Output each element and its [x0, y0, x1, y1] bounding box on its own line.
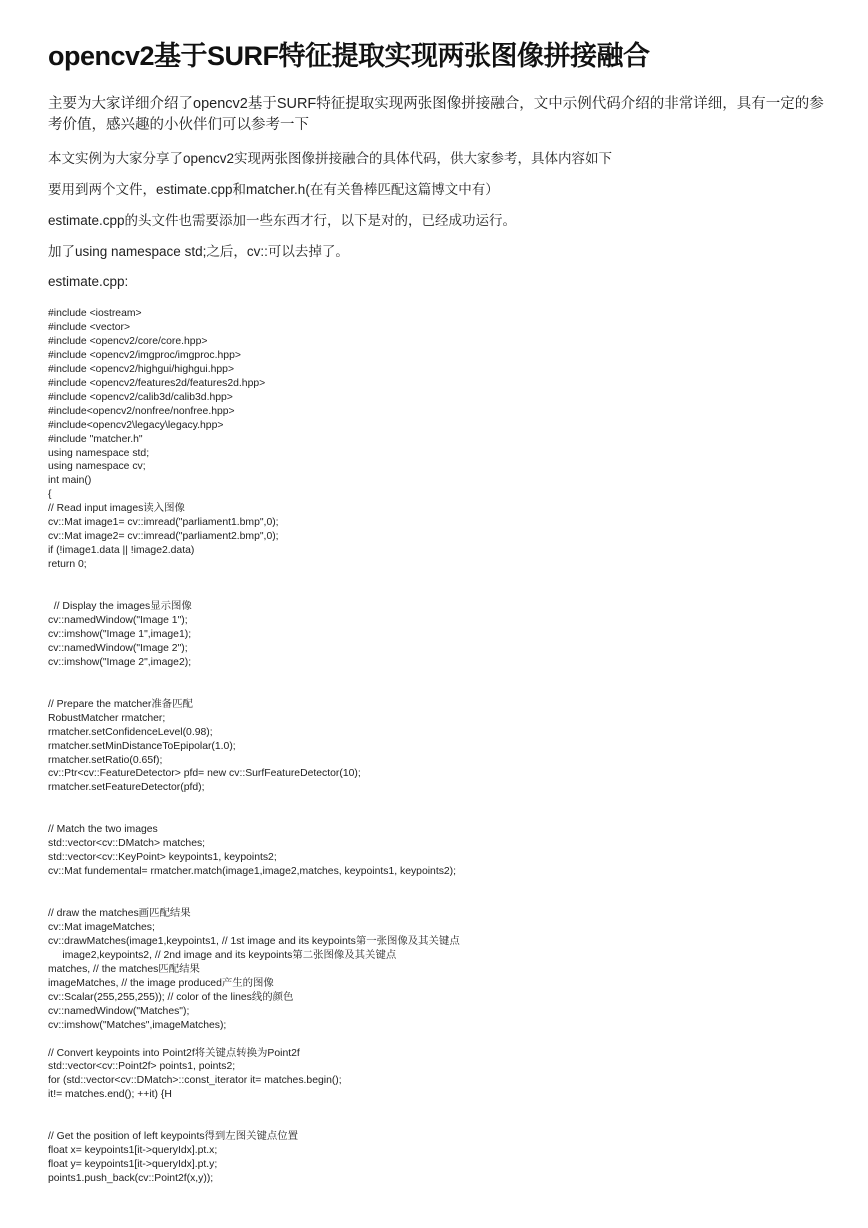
article-summary: 主要为大家详细介绍了opencv2基于SURF特征提取实现两张图像拼接融合，文中示例代码介绍的非常详细，具有一定的参考价值，感兴趣的小伙伴们可以参考一下 [48, 96, 824, 133]
article [48, 0, 828, 1186]
filename-label: estimate.cpp: [48, 274, 129, 289]
files-paragraph: 要用到两个文件，estimate.cpp和matcher.h(在有关鲁棒匹配这篇博文中有） [48, 182, 499, 197]
code-block: #include <iostream> #include <vector> #include <opencv2/core/core.hpp> #include <opencv2/imgproc/imgproc.hpp> #include <opencv2/highgui/highgui.hpp> #include <opencv2/features2d/features2d.hpp> #include <opencv2/calib3d/calib3d.hpp> #include<opencv2/nonfree/nonfree.hpp> #include<opencv2\legacy\legacy.hpp> #include "matcher.h" using namespace std; using namespace cv; int main() { // Read input images读入图像 cv::Mat image1= cv::imread("parliament1.bmp",0); cv::Mat image2= cv::imread("parliament2.bmp",0); if (!image1.data || !image2.data) return 0; // Display the images显示图像 cv::namedWindow("Image 1"); cv::imshow("Image 1",image1); cv::namedWindow("Image 2"); cv::imshow("Image 2",image2); // Prepare the matcher准备匹配 RobustMatcher rmatcher; rmatcher.setConfidenceLevel(0.98); rmatcher.setMinDistanceToEpipolar(1.0); rmatcher.setRatio(0.65f); cv::Ptr<cv::FeatureDetector> pfd= new cv::SurfFeatureDetector(10); rmatcher.setFeatureDetector(pfd); // Match the two images std::vector<cv::DMatch> matches; std::vector<cv::KeyPoint> keypoints1, keypoints2; cv::Mat fundemental= rmatcher.match(image1,image2,matches, keypoints1, keypoints2); // draw the matches画匹配结果 cv::Mat imageMatches; cv::drawMatches(image1,keypoints1, // 1st image and its keypoints第一张图像及其关键点 image2,keypoints2, // 2nd image and its keypoints第二张图像及其关键点 matches, // the matches匹配结果 imageMatches, // the image produced产生的图像 cv::Scalar(255,255,255)); // color of the lines线的颜色 cv::namedWindow("Matches"); cv::imshow("Matches",imageMatches); // Convert keypoints into Point2f将关键点转换为Point2f std::vector<cv::Point2f> points1, points2; for (std::vector<cv::DMatch>::const_iterator it= matches.begin(); it!= matches.end(); ++it) {H // Get the position of left keypoints得到左图关键点位置 float x= keypoints1[it->queryIdx].pt.x; float y= keypoints1[it->queryIdx].pt.y; points1.push_back(cv::Point2f(x,y)); [48, 308, 460, 1185]
namespace-paragraph: 加了using namespace std;之后，cv::可以去掉了。 [48, 244, 349, 259]
intro-paragraph: 本文实例为大家分享了opencv2实现两张图像拼接融合的具体代码，供大家参考，具体内容如下 [48, 151, 613, 166]
headers-paragraph: estimate.cpp的头文件也需要添加一些东西才行，以下是对的，已经成功运行。 [48, 213, 517, 228]
page-title: opencv2基于SURF特征提取实现两张图像拼接融合 [48, 41, 650, 71]
